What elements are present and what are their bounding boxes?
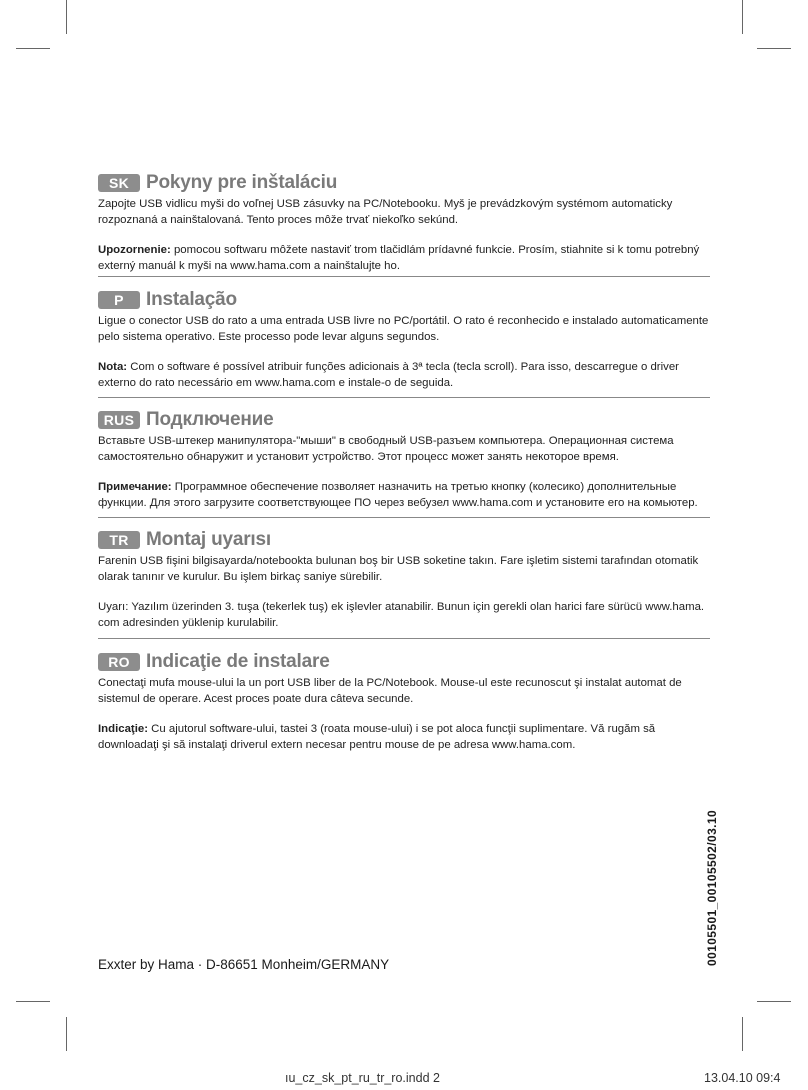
crop-mark — [66, 0, 67, 34]
section-header — [98, 407, 710, 433]
section-title: Pokyny pre inštaláciu — [146, 172, 338, 193]
crop-mark — [742, 1017, 743, 1051]
section-sk — [98, 170, 710, 274]
language-badge: SK — [98, 174, 140, 192]
section-title: Подключение — [146, 409, 274, 430]
instruction-text: Вставьте USB-штекер манипулятора-"мыши" в свободный USB-разъем компьютера. Операционная система самостоятельно обнаружит и установит устройство. Этот процесс может занять некоторое время. — [98, 435, 674, 463]
language-badge: TR — [98, 531, 140, 549]
section-header — [98, 527, 710, 553]
instruction-text: Zapojte USB vidlicu myši do voľnej USB zásuvky na PC/Notebooku. Myš je prevádzkovým systémom automaticky rozpoznaná a nainštalovaná. Tento proces môže trvať niekoľko sekúnd. — [98, 198, 673, 226]
document-code: 00105501_00105502/03.10 — [705, 809, 719, 966]
language-badge: P — [98, 291, 140, 309]
section-divider — [98, 638, 710, 639]
note-label: Indicaţie: — [98, 723, 149, 735]
note-body: pomocou softwaru môžete nastaviť trom tlačidlám prídavné funkcie. Prosím, stiahnite si k tomu potrebný externý manuál k myši na www.hama.com a nainštalujte ho. — [98, 244, 700, 272]
section-rus — [98, 407, 710, 511]
note-body: Com o software é possível atribuir funções adicionais à 3ª tecla (tecla scroll). Para isso, descarregue o driver externo do rato necessário em www.hama.com e instale-o de seguida. — [98, 361, 679, 389]
language-badge: RO — [98, 653, 140, 671]
note-body: Программное обеспечение позволяет назначить на третью кнопку (колесико) дополнительные функции. Для этого загрузите соответствующее ПО через вебузел www.hama.com и установите его на комьютер. — [98, 481, 698, 509]
manufacturer-address: Exxter by Hama · D-86651 Monheim/GERMANY — [98, 957, 390, 972]
section-ro — [98, 649, 710, 753]
section-tr — [98, 527, 710, 631]
section-title: Instalação — [146, 289, 237, 310]
note-body: Cu ajutorul software-ului, tastei 3 (roata mouse-ului) i se pot aloca funcţii suplimentare. Vă rugăm să downloadaţi şi să instalaţi driverul extern necesar pentru mouse de pe adresa www.hama.com. — [98, 723, 656, 751]
crop-mark — [742, 0, 743, 34]
note-text — [98, 359, 710, 391]
section-divider — [98, 397, 710, 398]
note-text — [98, 599, 710, 631]
section-header — [98, 170, 710, 196]
note-label: Примечание: — [98, 481, 172, 493]
section-title: Montaj uyarısı — [146, 529, 271, 550]
section-header — [98, 649, 710, 675]
crop-mark — [757, 48, 791, 49]
section-p — [98, 287, 710, 391]
section-header — [98, 287, 710, 313]
instruction-text: Farenin USB fişini bilgisayarda/notebookta bulunan boş bir USB soketine takın. Fare işletim sistemi tarafından otomatik olarak tanınır ve kurulur. Bu işlem birkaç saniye sürebilir. — [98, 555, 699, 583]
section-title: Indicaţie de instalare — [146, 651, 330, 672]
note-label: Upozornenie: — [98, 244, 171, 256]
section-divider — [98, 276, 710, 277]
print-slug-file: ıu_cz_sk_pt_ru_tr_ro.indd 2 — [285, 1071, 440, 1085]
crop-mark — [66, 1017, 67, 1051]
crop-mark — [16, 48, 50, 49]
section-divider — [98, 517, 710, 518]
note-text — [98, 721, 710, 753]
language-badge: RUS — [98, 411, 140, 429]
print-slug-date: 13.04.10 09:4 — [704, 1071, 781, 1085]
instruction-text: Ligue o conector USB do rato a uma entrada USB livre no PC/portátil. O rato é reconhecido e instalado automaticamente pelo sistema operativo. Este processo pode levar alguns segundos. — [98, 315, 709, 343]
note-label: Nota: — [98, 361, 128, 373]
note-text — [98, 479, 710, 511]
note-body: Uyarı: Yazılım üzerinden 3. tuşa (tekerlek tuş) ek işlevler atanabilir. Bunun için gerekli olan harici fare sürücü www.hama. com adresinden yüklenip kurulabilir. — [98, 601, 705, 629]
note-text — [98, 242, 710, 274]
crop-mark — [757, 1001, 791, 1002]
crop-mark — [16, 1001, 50, 1002]
instruction-text: Conectaţi mufa mouse-ului la un port USB liber de la PC/Notebook. Mouse-ul este recunoscut şi instalat automat de sistemul de operare. Acest proces poate dura câteva secunde. — [98, 677, 682, 705]
